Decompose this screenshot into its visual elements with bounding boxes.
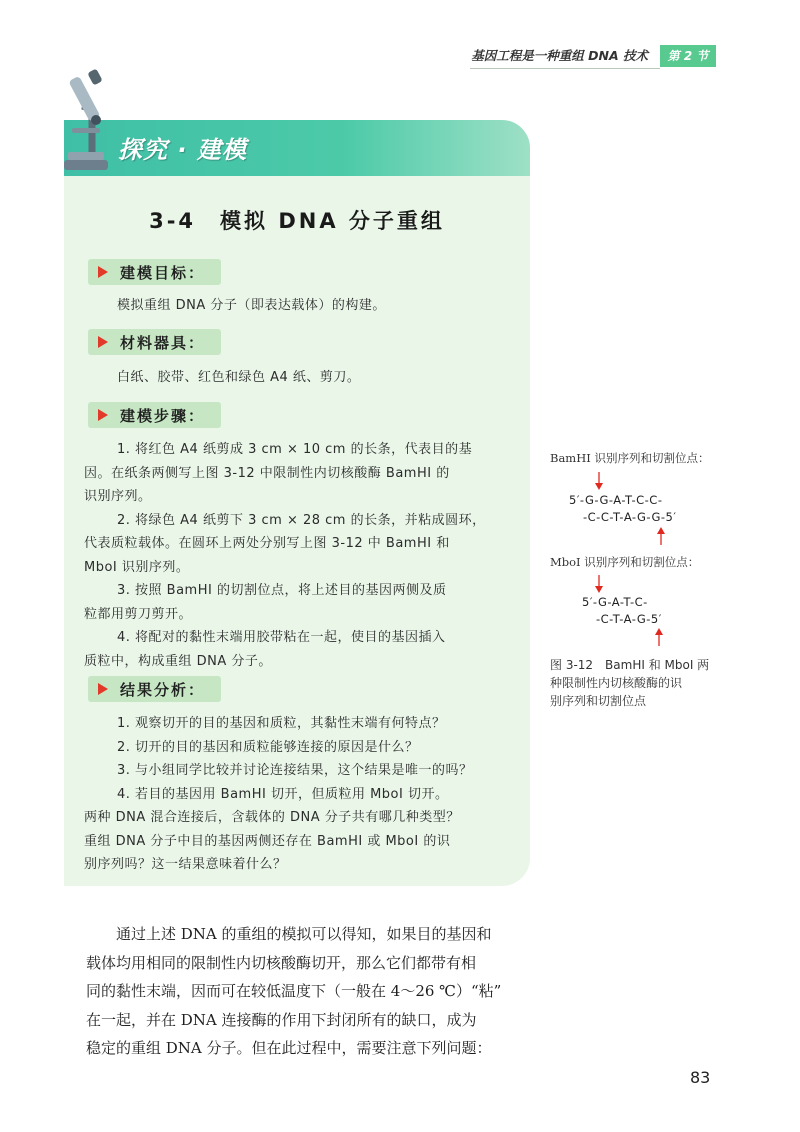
section-heading-label: 结果分析： bbox=[120, 680, 206, 699]
materials-text bbox=[84, 366, 549, 390]
text-line: 稳定的重组 DNA 分子。但在此过程中，需要注意下列问题： bbox=[86, 1039, 492, 1057]
running-title: 基因工程是一种重组 DNA 技术 bbox=[471, 48, 648, 63]
text-line: 1. 将红色 A4 纸剪成 3 cm × 10 cm 的长条，代表目的基 bbox=[117, 442, 473, 457]
text-line: 4. 若目的基因用 BamHⅠ 切开，但质粒用 MboⅠ 切开。 bbox=[117, 786, 449, 802]
analysis-text bbox=[84, 712, 516, 877]
bam-label: BamHⅠ 识别序列和切割位点： bbox=[550, 451, 710, 465]
cut-arrow-down-icon bbox=[594, 575, 604, 593]
cut-arrow-up-icon bbox=[654, 628, 664, 646]
text-line: 4. 将配对的黏性末端用胶带粘在一起，使目的基因插入 bbox=[117, 630, 446, 645]
triangle-icon bbox=[98, 336, 108, 348]
section-heading-label: 建模步骤： bbox=[120, 406, 206, 425]
mbo-top-strand bbox=[582, 595, 648, 609]
bam-top-strand bbox=[569, 493, 662, 507]
triangle-icon bbox=[98, 683, 108, 695]
cut-arrow-up-icon bbox=[656, 527, 666, 545]
text-line: 代表质粒载体。在圆环上两处分别写上图 3-12 中 BamHⅠ 和 bbox=[84, 536, 450, 551]
text-line: 质粒中，构成重组 DNA 分子。 bbox=[84, 653, 272, 669]
text-line: 粒都用剪刀剪开。 bbox=[84, 606, 193, 622]
sequence-text: 5′-G-G-A-T-C-C- bbox=[569, 493, 663, 507]
page-number: 83 bbox=[690, 1068, 711, 1087]
text-line: 因。在纸条两侧写上图 3-12 中限制性内切核酸酶 BamHⅠ 的 bbox=[84, 465, 450, 481]
text-line: 2. 切开的目的基因和质粒能够连接的原因是什么？ bbox=[117, 739, 419, 755]
body-paragraph bbox=[86, 920, 520, 1063]
activity-title: 3-4 模拟 DNA 分子重组 bbox=[149, 209, 445, 233]
steps-text bbox=[84, 438, 516, 673]
caption-line: 图 3-12 BamHⅠ 和 MboⅠ 两 bbox=[550, 658, 710, 672]
text-line: 在一起，并在 DNA 连接酶的作用下封闭所有的缺口，成为 bbox=[86, 1010, 477, 1029]
panel-band-title: 探究 · 建模 bbox=[118, 136, 247, 164]
cut-arrow-down-icon bbox=[594, 472, 604, 490]
text-line: 1. 观察切开的目的基因和质粒，其黏性末端有何特点？ bbox=[117, 716, 446, 731]
caption-line: 种限制性内切核酸酶的识 bbox=[550, 676, 683, 690]
mbo-bottom-strand bbox=[596, 612, 662, 626]
triangle-icon bbox=[98, 409, 108, 421]
text-line: 通过上述 DNA 的重组的模拟可以得知，如果目的基因和 bbox=[116, 925, 492, 943]
section-heading-analysis bbox=[88, 676, 221, 702]
section-heading-goal bbox=[88, 259, 221, 285]
section-tab: 第 2 节 bbox=[660, 45, 716, 67]
text-line: 3. 与小组同学比较并讨论连接结果，这个结果是唯一的吗？ bbox=[117, 763, 473, 778]
text-line: 模拟重组 DNA 分子（即表达载体）的构建。 bbox=[117, 298, 386, 313]
text-line: 两种 DNA 混合连接后，含载体的 DNA 分子共有哪几种类型？ bbox=[84, 810, 460, 825]
caption-line: 别序列和切割位点 bbox=[550, 694, 647, 708]
text-line: 2. 将绿色 A4 纸剪下 3 cm × 28 cm 的长条，并粘成圆环， bbox=[117, 512, 486, 528]
text-line: 识别序列。 bbox=[84, 489, 152, 504]
text-line: 同的黏性末端，因而可在较低温度下（一般在 4～26 ℃）“粘” bbox=[86, 982, 502, 1000]
sequence-text: -C-T-A-G-5′ bbox=[596, 612, 662, 626]
text-line: 3. 按照 BamHⅠ 的切割位点，将上述目的基因两侧及质 bbox=[117, 583, 447, 598]
triangle-icon bbox=[98, 266, 108, 278]
text-line: 载体均用相同的限制性内切核酸酶切开，那么它们都带有相 bbox=[86, 953, 477, 972]
figure-caption bbox=[550, 656, 720, 710]
text-line: 别序列吗？这一结果意味着什么？ bbox=[84, 857, 287, 872]
bam-bottom-strand bbox=[583, 510, 676, 524]
section-heading-materials bbox=[88, 329, 221, 355]
sequence-text: -C-C-T-A-G-G-5′ bbox=[583, 510, 677, 524]
sequence-text: 5′-G-A-T-C- bbox=[582, 595, 648, 609]
header-rule bbox=[470, 68, 660, 69]
mbo-label: MboⅠ 识别序列和切割位点： bbox=[550, 555, 700, 569]
section-heading-label: 建模目标： bbox=[120, 263, 206, 282]
section-heading-steps bbox=[88, 402, 221, 428]
section-heading-label: 材料器具： bbox=[120, 333, 206, 352]
text-line: MboⅠ 识别序列。 bbox=[84, 559, 190, 575]
goal-text bbox=[84, 294, 549, 318]
microscope-icon bbox=[52, 68, 122, 176]
text-line: 重组 DNA 分子中目的基因两侧还存在 BamHⅠ 或 MboⅠ 的识 bbox=[84, 833, 451, 849]
text-line: 白纸、胶带、红色和绿色 A4 纸、剪刀。 bbox=[117, 370, 361, 385]
